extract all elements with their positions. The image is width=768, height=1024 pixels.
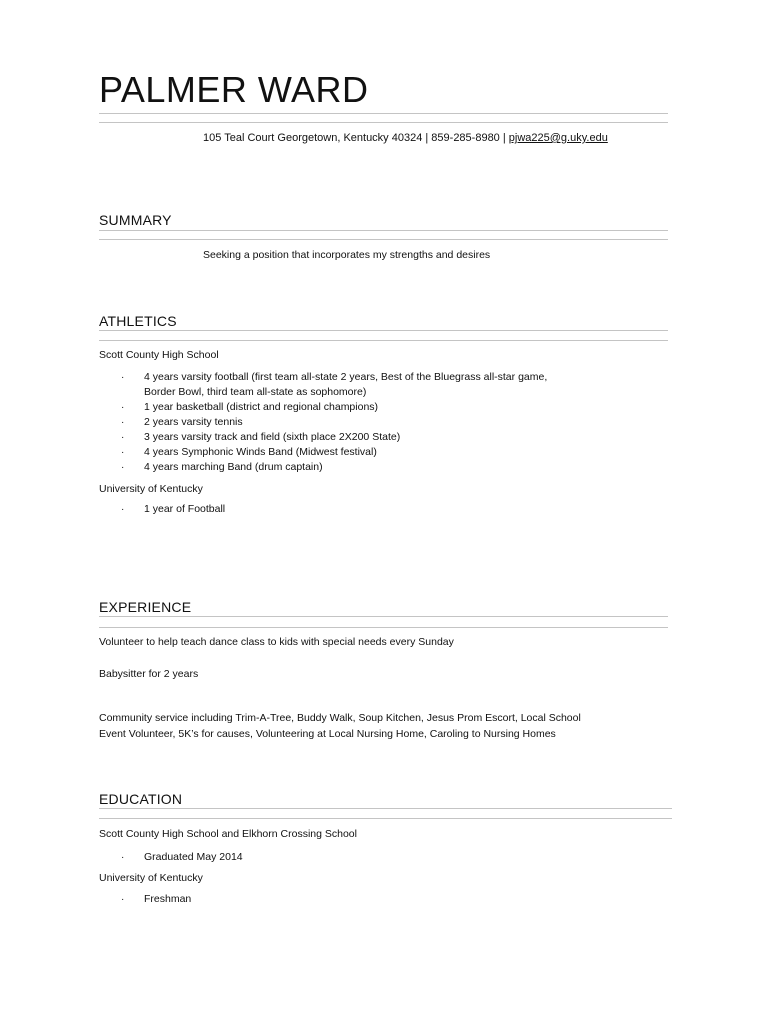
list-item-text: Freshman [144, 893, 192, 905]
summary-rule-bottom [99, 239, 668, 240]
list-item-text: 1 year basketball (district and regional champions) [144, 401, 379, 413]
experience-item-2: Babysitter for 2 years [99, 668, 199, 680]
education-school-1: Scott County High School and Elkhorn Crossing School [99, 828, 357, 840]
athletics-school-1-list [99, 370, 547, 475]
bullet-icon: · [121, 432, 125, 443]
list-item [99, 892, 191, 907]
list-item [99, 430, 547, 445]
list-item [99, 445, 547, 460]
experience-item-3-line-2: Event Volunteer, 5K’s for causes, Volunteering at Local Nursing Home, Caroling to Nursing Homes [99, 728, 556, 740]
athletics-heading: ATHLETICS [99, 313, 177, 329]
list-item-text: 4 years marching Band (drum captain) [144, 461, 323, 473]
email-link[interactable]: pjwa225@g.uky.edu [508, 132, 608, 144]
education-school-2: University of Kentucky [99, 872, 203, 884]
summary-heading: SUMMARY [99, 212, 172, 228]
resume-name: PALMER WARD [99, 69, 369, 110]
athletics-school-2: University of Kentucky [99, 483, 203, 495]
experience-rule-top [99, 616, 668, 617]
list-item [99, 400, 547, 415]
education-school-2-list [99, 892, 191, 907]
bullet-icon: · [121, 504, 125, 515]
bullet-icon: · [121, 852, 125, 863]
athletics-school-1: Scott County High School [99, 349, 219, 361]
bullet-icon: · [121, 402, 125, 413]
list-item [99, 370, 547, 385]
athletics-rule-top [99, 330, 668, 331]
bullet-icon: · [121, 447, 125, 458]
header-rule-bottom [99, 122, 668, 123]
list-item-text: Graduated May 2014 [144, 851, 243, 863]
list-item-text: 3 years varsity track and field (sixth place 2X200 State) [144, 431, 401, 443]
header-rule-top [99, 113, 668, 114]
education-heading: EDUCATION [99, 791, 183, 807]
experience-heading: EXPERIENCE [99, 599, 192, 615]
summary-text: Seeking a position that incorporates my strengths and desires [203, 249, 491, 261]
experience-rule-bottom [99, 627, 668, 628]
athletics-school-2-list [99, 502, 225, 517]
list-item [99, 850, 243, 865]
list-item-text: 1 year of Football [144, 503, 226, 515]
experience-item-1: Volunteer to help teach dance class to kids with special needs every Sunday [99, 636, 454, 648]
education-rule-top [99, 808, 672, 809]
list-item-continuation [99, 385, 547, 400]
list-item-text: 2 years varsity tennis [144, 416, 243, 428]
list-item-text: Border Bowl, third team all-state as sophomore) [144, 386, 367, 398]
bullet-icon: · [121, 894, 125, 905]
bullet-icon: · [121, 372, 125, 383]
list-item [99, 415, 547, 430]
education-rule-bottom [99, 818, 672, 819]
bullet-icon: · [121, 417, 125, 428]
list-item-text: 4 years varsity football (first team all-state 2 years, Best of the Bluegrass all-star game, [144, 371, 548, 383]
contact-line [203, 131, 608, 146]
summary-rule-top [99, 230, 668, 231]
list-item [99, 502, 225, 517]
contact-address-phone: 105 Teal Court Georgetown, Kentucky 40324 | 859-285-8980 | [203, 132, 509, 144]
list-item [99, 460, 547, 475]
bullet-icon: · [121, 462, 125, 473]
education-school-1-list [99, 850, 243, 865]
athletics-rule-bottom [99, 340, 668, 341]
list-item-text: 4 years Symphonic Winds Band (Midwest festival) [144, 446, 377, 458]
experience-item-3-line-1: Community service including Trim-A-Tree, Buddy Walk, Soup Kitchen, Jesus Prom Escort, Local School [99, 712, 581, 724]
